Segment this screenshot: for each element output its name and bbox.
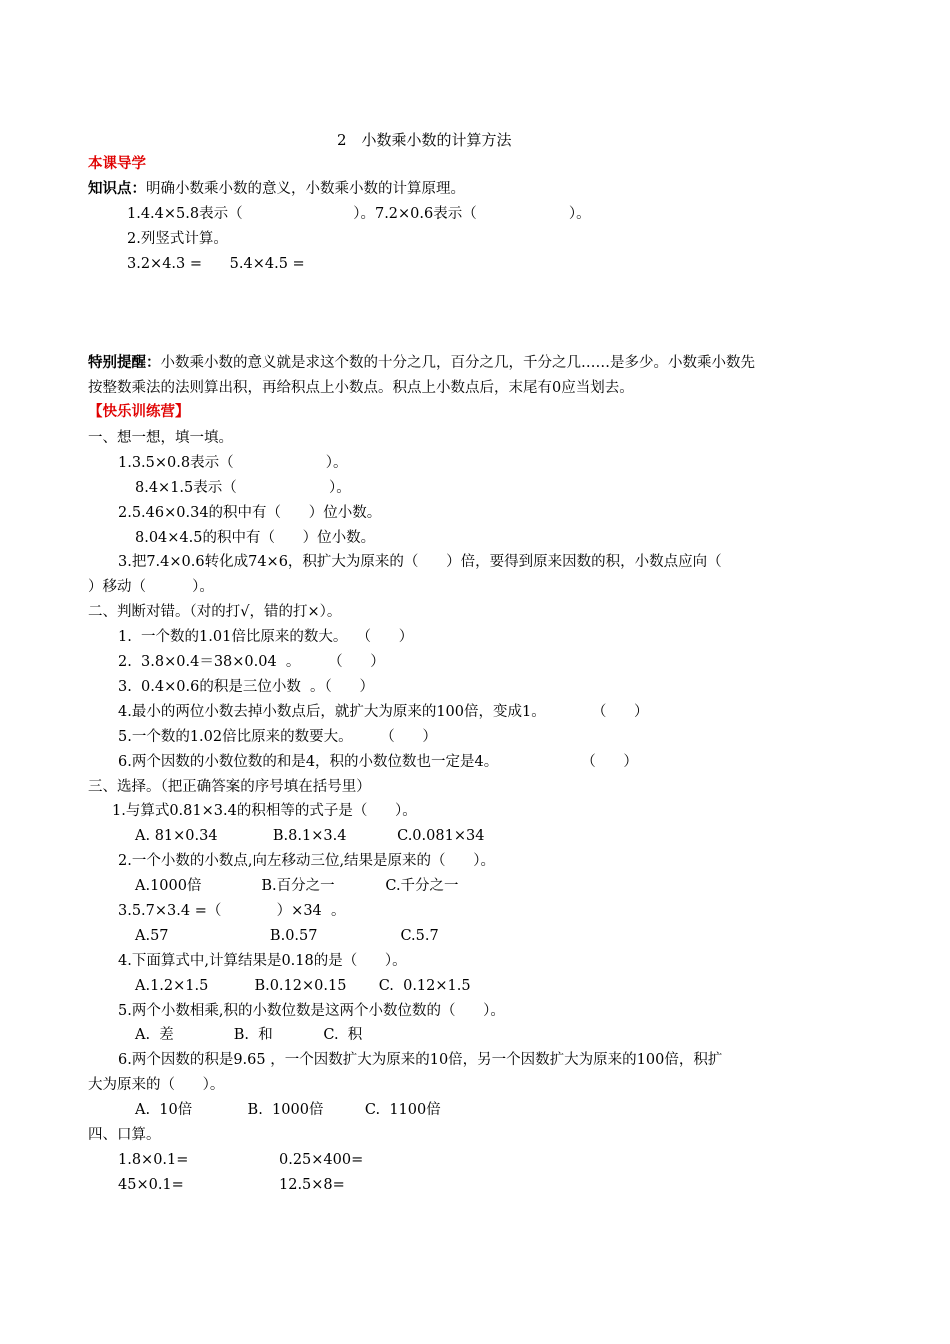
section2-line: 6.两个因数的小数位数的和是4，积的小数位数也一定是4。 （ ） [118,754,638,770]
section3-line: 3.5.7×3.4 =（ ）×34 。 [118,903,346,919]
guide-heading: 本课导学 [88,156,146,172]
section1-line: 3.把7.4×0.6转化成74×6，积扩大为原来的（ ）倍，要得到原来因数的积，小数点应向（ [118,554,722,570]
oral-calc-item: 12.5×8= [279,1177,345,1193]
oral-calc-item: 45×0.1= [118,1177,184,1193]
section3-options: A. 81×0.34 B.8.1×3.4 C.0.081×34 [135,828,485,844]
section3-options: A.57 B.0.57 C.5.7 [135,928,439,944]
knowledge-text: 明确小数乘小数的意义，小数乘小数的计算原理。 [146,181,465,197]
section2-line: 2. 3.8×0.4＝38×0.04 。 （ ） [118,654,385,670]
reminder-line-2: 按整数乘法的法则算出积，再给积点上小数点。积点上小数点后，末尾有0应当划去。 [88,380,634,396]
section3-line: 4.下面算式中,计算结果是0.18的是（ ）。 [118,953,407,969]
section2-line: 4.最小的两位小数去掉小数点后，就扩大为原来的100倍，变成1。 （ ） [118,704,649,720]
section1-line: ）移动（ ）。 [88,579,214,595]
section2-heading: 二、判断对错。（对的打√，错的打×）。 [88,604,342,620]
knowledge-point [88,179,465,199]
guide-question-3: 3.2×4.3 = 5.4×4.5 = [127,256,305,272]
section3-options: A. 10倍 B. 1000倍 C. 1100倍 [135,1102,441,1118]
section1-line: 2.5.46×0.34的积中有（ ）位小数。 [118,505,382,521]
section1-line: 8.04×4.5的积中有（ ）位小数。 [135,530,376,546]
section3-line: 1.与算式0.81×3.4的积相等的式子是（ ）。 [112,803,417,819]
reminder-line-1 [88,353,755,373]
section2-line: 1. 一个数的1.01倍比原来的数大。 （ ） [118,629,414,645]
section1-line: 8.4×1.5表示（ ）。 [135,480,351,496]
section3-line: 大为原来的（ ）。 [88,1077,225,1093]
section3-line: 2.一个小数的小数点,向左移动三位,结果是原来的（ ）。 [118,853,495,869]
section3-line: 5.两个小数相乘,积的小数位数是这两个小数位数的（ ）。 [118,1003,505,1019]
section3-options: A.1.2×1.5 B.0.12×0.15 C. 0.12×1.5 [135,978,471,994]
knowledge-label: 知识点： [88,181,146,197]
page-title: 2 小数乘小数的计算方法 [337,131,512,149]
section3-options: A.1000倍 B.百分之一 C.千分之一 [135,878,459,894]
section3-line: 6.两个因数的积是9.65 ，一个因数扩大为原来的10倍，另一个因数扩大为原来的100倍，积扩 [118,1052,723,1068]
reminder-label: 特别提醒： [88,355,161,371]
camp-heading: 【快乐训练营】 [88,404,190,420]
section1-line: 1.3.5×0.8表示（ ）。 [118,455,348,471]
section4-heading: 四、口算。 [88,1127,161,1143]
section1-heading: 一、想一想，填一填。 [88,430,233,446]
oral-calc-item: 1.8×0.1= [118,1152,189,1168]
section2-line: 5.一个数的1.02倍比原来的数要大。 （ ） [118,729,437,745]
section3-heading: 三、选择。（把正确答案的序号填在括号里） [88,779,371,795]
guide-question-1: 1.4.4×5.8表示（ ）。7.2×0.6表示（ ）。 [127,206,591,222]
section2-line: 3. 0.4×0.6的积是三位小数 。（ ） [118,679,374,695]
guide-question-2: 2.列竖式计算。 [127,231,228,247]
oral-calc-item: 0.25×400= [279,1152,364,1168]
section3-options: A. 差 B. 和 C. 积 [135,1027,363,1043]
reminder-text-1: 小数乘小数的意义就是求这个数的十分之几，百分之几，千分之几……是多少。小数乘小数先 [160,355,755,371]
